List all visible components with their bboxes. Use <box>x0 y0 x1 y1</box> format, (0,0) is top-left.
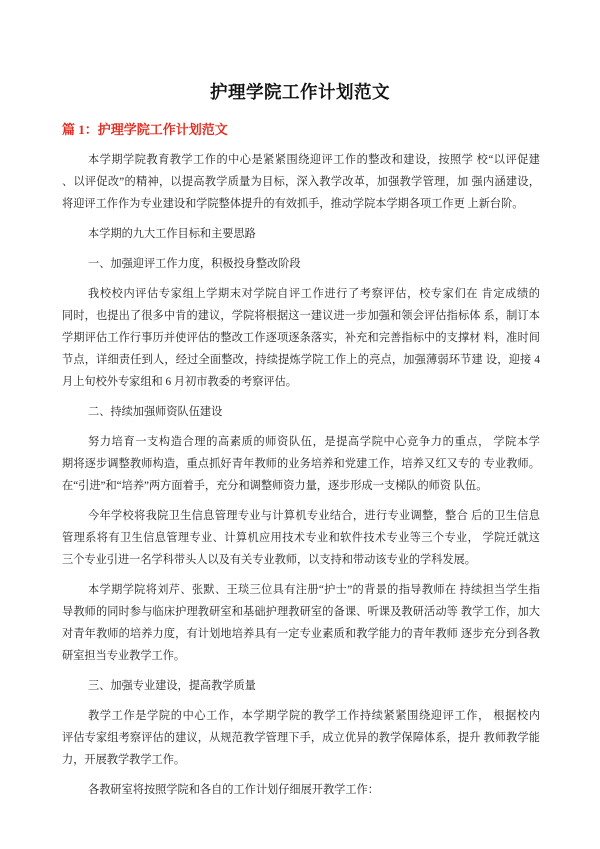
paragraph-line: 本学期的九大工作目标和主要思路 <box>88 228 256 240</box>
subsection-heading <box>62 401 540 423</box>
paragraph-line: 同时，也提出了很多中肯的建议，学院将根据这一建议进一步加强和领会评估指标体 系，制订本 <box>62 310 540 322</box>
section-heading: 篇 1：护理学院工作计划范文 <box>62 122 228 137</box>
body-paragraph <box>62 779 540 801</box>
body-paragraph <box>62 431 540 497</box>
paragraph-line: 二、持续加强师资队伍建设 <box>88 406 223 418</box>
paragraph-line: 在“引进”和“培养”两方面着手，充分和调整师资力量，逐步形成一支梯队的师资 队伍。 <box>62 480 488 492</box>
subsection-heading <box>62 253 540 275</box>
body-paragraph <box>62 505 540 571</box>
paragraph-line: 各教研室将按照学院和各自的工作计划仔细展开教学工作： <box>88 784 379 796</box>
paragraph-line: 月上旬校外专家组和 6 月初市教委的考察评估。 <box>62 376 297 388</box>
subsection-heading <box>62 675 540 697</box>
paragraph-line: 学期评估工作行事历并使评估的整改工作逐项逐条落实，补充和完善指标中的支撑材 料，准时间 <box>62 332 540 344</box>
paragraph-line: 力，开展教学教学工作。 <box>62 754 186 766</box>
paragraph-line: 、以评促改”的精神，以提高教学质量为目标，深入教学改革，加强教学管理，加 强内涵建设， <box>62 176 540 188</box>
paragraph-line: 我校校内评估专家组上学期末对学院自评工作进行了考察评估，校专家们在 肯定成绩的 <box>88 288 540 300</box>
paragraph-line: 期将逐步调整教师构造，重点抓好青年教师的业务培养和党建工作，培养又红又专的 专业教师。 <box>62 458 540 470</box>
paragraph-line: 研室担当专业教学工作。 <box>62 650 186 662</box>
paragraph-line: 今年学校将我院卫生信息管理专业与计算机专业结合，进行专业调整，整合 后的卫生信息 <box>88 510 540 522</box>
body-paragraph <box>62 283 540 393</box>
paragraph-line: 将迎评工作作为专业建设和学院整体提升的有效抓手，推动学院本学期各项工作更 上新台阶。 <box>62 198 524 210</box>
paragraph-line: 本学期学院教育教学工作的中心是紧紧围绕迎评工作的整改和建设，按照学 校“以评促建 <box>88 154 540 166</box>
paragraph-line: 一、加强迎评工作力度，积极投身整改阶段 <box>88 258 301 270</box>
body-paragraph <box>62 705 540 771</box>
paragraph-line: 教学工作是学院的中心工作，本学期学院的教学工作持续紧紧围绕迎评工作， 根据校内 <box>88 710 540 722</box>
paragraph-line: 评估专家组考察评估的建议，从规范教学管理下手，成立优异的教学保障体系，提升 教师教学能 <box>62 732 540 744</box>
document-body <box>62 149 540 801</box>
paragraph-line: 三、加强专业建设，提高教学质量 <box>88 680 256 692</box>
paragraph-line: 三个专业引进一名学科带头人以及有关专业教师，以支持和带动该专业的学科发展。 <box>62 554 476 566</box>
paragraph-line: 导教师的同时参与临床护理教研室和基础护理教研室的备课、听课及教研活动等 教学工作，加大 <box>62 606 540 618</box>
paragraph-line: 管理系将有卫生信息管理专业、计算机应用技术专业和软件技术专业等三个专业， 学院迁就这 <box>62 532 540 544</box>
body-paragraph <box>62 149 540 215</box>
body-paragraph <box>62 579 540 667</box>
paragraph-line: 节点，详细责任到人，经过全面整改，持续提炼学院工作上的亮点，加强薄弱环节建 设，迎接 4 <box>62 354 540 366</box>
section-intro <box>62 223 540 245</box>
paragraph-line: 本学期学院将刘芹、张默、王琰三位具有注册“护士”的背景的指导教师在 持续担当学生指 <box>88 584 540 596</box>
document-title: 护理学院工作计划范文 <box>210 82 390 102</box>
paragraph-line: 对青年教师的培养力度，有计划地培养具有一定专业素质和教学能力的青年教师 逐步充分到各教 <box>62 628 540 640</box>
paragraph-line: 努力培育一支构造合理的高素质的师资队伍，是提高学院中心竞争力的重点， 学院本学 <box>88 436 540 448</box>
